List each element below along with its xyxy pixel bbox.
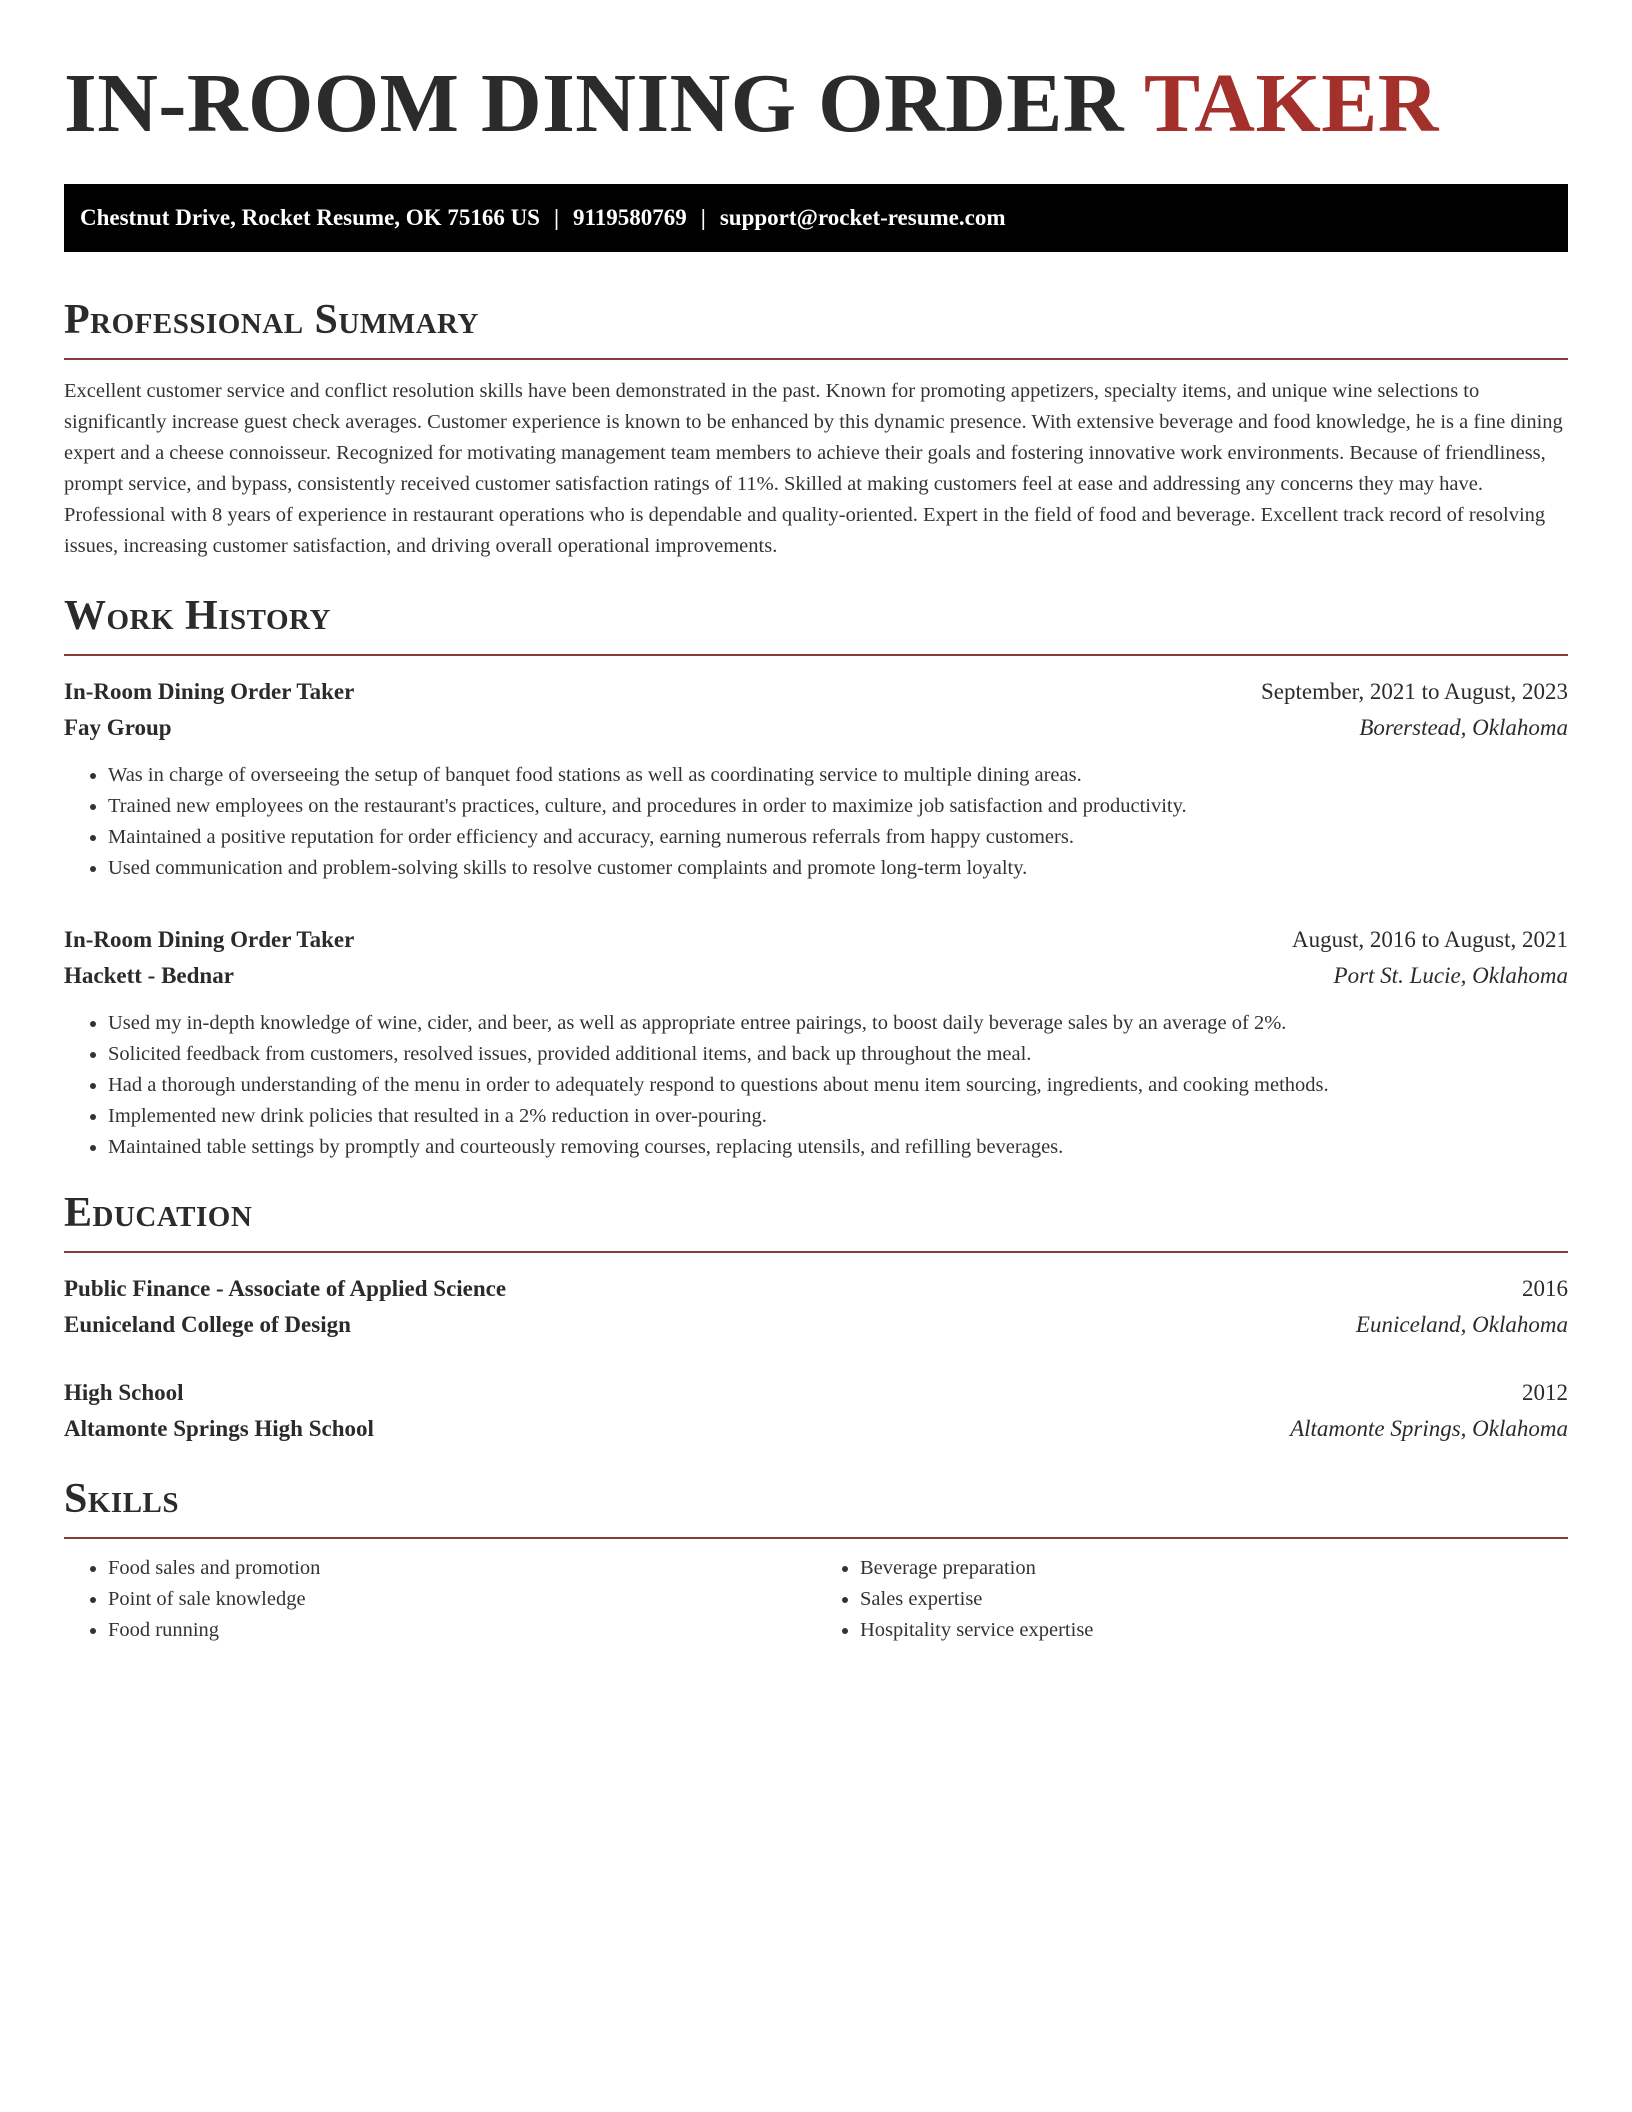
- skills-list: [64, 1553, 1568, 1646]
- education-location: Altamonte Springs, Oklahoma: [1290, 1416, 1568, 1441]
- education-degree: High School: [64, 1380, 184, 1405]
- section-divider: [64, 1537, 1568, 1539]
- list-item: • Was in charge of overseeing the setup of banquet food stations as well as coordinating service to multiple dining areas.: [108, 760, 1568, 791]
- contact-phone: 9119580769: [573, 205, 687, 230]
- contact-bar: [64, 184, 1568, 252]
- education-school: Euniceland College of Design: [64, 1312, 351, 1337]
- list-item: • Food running: [108, 1615, 816, 1646]
- list-item: • Sales expertise: [860, 1584, 1568, 1615]
- list-item: • Hospitality service expertise: [860, 1615, 1568, 1646]
- education-degree: Public Finance - Associate of Applied Science: [64, 1276, 507, 1301]
- job-company: Hackett - Bednar: [64, 963, 234, 988]
- skills-column-right: [816, 1553, 1568, 1646]
- job-location: Port St. Lucie, Oklahoma: [1333, 963, 1568, 988]
- list-item: • Used communication and problem-solving skills to resolve customer complaints and promote long-term loyalty.: [108, 853, 1568, 884]
- resume-title: [64, 56, 1568, 152]
- job-entry: [64, 922, 1568, 1163]
- summary-text: Excellent customer service and conflict resolution skills have been demonstrated in the past. Known for promoting appetizers, specialty items, and unique wine selections to significantly increase guest check averages. Customer experience is known to be enhanced by this dynamic presence. With extensive beverage and food knowledge, he is a fine dining expert and a cheese connoisseur. Recognized for motivating management team members to achieve their goals and fostering innovative work environments. Because of friendliness, prompt service, and bypass, consistently received customer satisfaction ratings of 11%. Skilled at making customers feel at ease and addressing any concerns they may have. Professional with 8 years of experience in restaurant operations who is dependable and quality-oriented. Expert in the field of food and beverage. Excellent track record of resolving issues, increasing customer satisfaction, and driving overall operational improvements.: [64, 380, 1563, 557]
- list-item: • Trained new employees on the restaurant's practices, culture, and procedures in order to maximize job satisfaction and productivity.: [108, 791, 1568, 822]
- education-year: 2012: [1522, 1380, 1568, 1405]
- list-item: • Food sales and promotion: [108, 1553, 816, 1584]
- title-accent: TAKER: [1143, 57, 1439, 150]
- skills-column-left: [64, 1553, 816, 1646]
- job-location: Borerstead, Oklahoma: [1359, 715, 1568, 740]
- education-entry: [64, 1375, 1568, 1447]
- job-role: In-Room Dining Order Taker: [64, 927, 355, 952]
- job-dates: September, 2021 to August, 2023: [1260, 679, 1568, 704]
- job-bullets: [64, 760, 1568, 884]
- list-item: • Maintained a positive reputation for order efficiency and accuracy, earning numerous referrals from happy customers.: [108, 822, 1568, 853]
- list-item: • Maintained table settings by promptly and courteously removing courses, replacing utensils, and refilling beverages.: [108, 1132, 1568, 1163]
- list-item: • Had a thorough understanding of the menu in order to adequately respond to questions about menu item sourcing, ingredients, and cooking methods.: [108, 1070, 1568, 1101]
- education-entry: [64, 1271, 1568, 1343]
- section-divider: [64, 654, 1568, 656]
- summary-heading: Professional Summary: [64, 297, 479, 343]
- job-role: In-Room Dining Order Taker: [64, 679, 355, 704]
- contact-address: Chestnut Drive, Rocket Resume, OK 75166 US: [80, 205, 540, 230]
- education-heading: Education: [64, 1190, 253, 1236]
- job-company: Fay Group: [64, 715, 172, 740]
- education-year: 2016: [1522, 1276, 1568, 1301]
- list-item: • Beverage preparation: [860, 1553, 1568, 1584]
- job-dates: August, 2016 to August, 2021: [1291, 927, 1568, 952]
- section-divider: [64, 358, 1568, 360]
- list-item: • Used my in-depth knowledge of wine, cider, and beer, as well as appropriate entree pairings, to boost daily beverage sales by an average of 2%.: [108, 1008, 1568, 1039]
- work-history-heading: Work History: [64, 593, 331, 639]
- section-divider: [64, 1251, 1568, 1253]
- job-entry: [64, 674, 1568, 884]
- education-location: Euniceland, Oklahoma: [1355, 1312, 1568, 1337]
- skills-heading: Skills: [64, 1476, 180, 1522]
- contact-separator: |: [553, 205, 560, 230]
- title-main: IN-ROOM DINING ORDER: [64, 57, 1124, 150]
- education-school: Altamonte Springs High School: [64, 1416, 374, 1441]
- list-item: • Point of sale knowledge: [108, 1584, 816, 1615]
- contact-separator: |: [700, 205, 706, 230]
- list-item: • Solicited feedback from customers, resolved issues, provided additional items, and back up throughout the meal.: [108, 1039, 1568, 1070]
- job-bullets: [64, 1008, 1568, 1163]
- list-item: • Implemented new drink policies that resulted in a 2% reduction in over-pouring.: [108, 1101, 1568, 1132]
- contact-email[interactable]: support@rocket-resume.com: [719, 205, 1006, 230]
